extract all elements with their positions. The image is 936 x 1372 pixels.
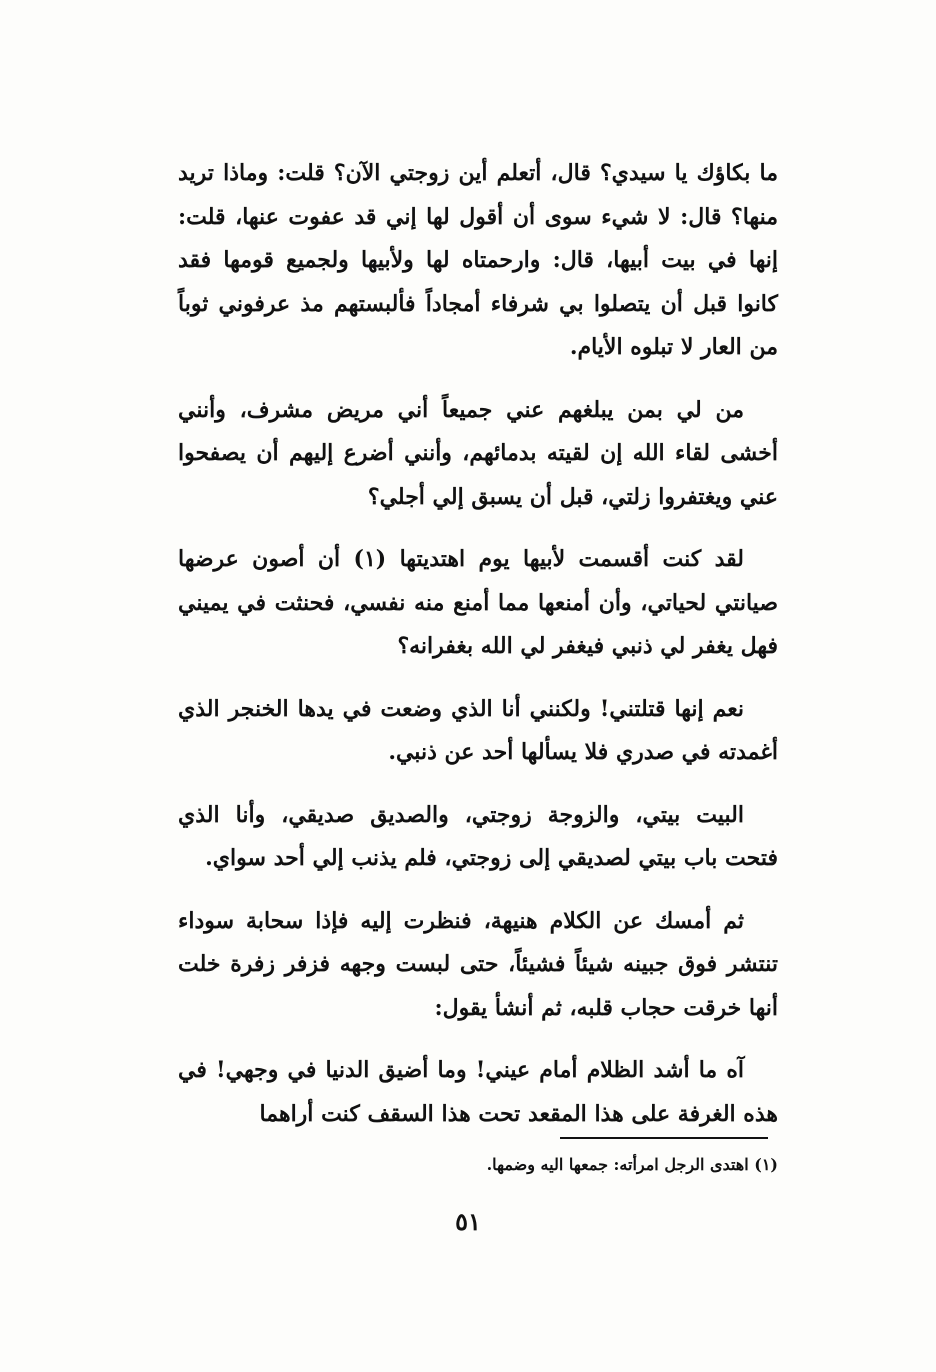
- paragraph: ثم أمسك عن الكلام هنيهة، فنظرت إليه فإذا سحابة سوداء تنتشر فوق جبينه شيئاً فشيئاً، حتى لبست وجهه فزفر زفرة خلت أنها خرقت حجاب قلبه، ثم أنشأ يقول:: [178, 907, 779, 1021]
- footnote-separator: [560, 1137, 768, 1139]
- paragraph: لقد كنت أقسمت لأبيها يوم اهتديتها (١) أن أصون عرضها صيانتي لحياتي، وأن أمنعها مما أمنع منه نفسي، فحنثت في يميني فهل يغفر لي ذنبي فيغفر لي الله بغفرانه؟: [178, 546, 778, 659]
- paragraph: من لي بمن يبلغهم عني جميعاً أني مريض مشرف، وأنني أخشى لقاء الله إن لقيته بدمائهم، وأنني أضرع إليهم أن يصفحوا عني ويغتفروا زلتي، قبل أن يسبق إلي أجلي؟: [178, 396, 778, 510]
- page-number: ٥١: [455, 1207, 481, 1236]
- paragraph: آه ما أشد الظلام أمام عيني! وما أضيق الدنيا في وجهي! في هذه الغرفة على هذا المقعد تحت هذا السقف كنت أراهما: [178, 1057, 778, 1127]
- paragraph: ما بكاؤك يا سيدي؟ قال، أتعلم أين زوجتي الآن؟ قلت: وماذا تريد منها؟ قال: لا شيء سوى أن أقول لها إني قد عفوت عنها، قلت: إنها في بيت أبيها، قال: وارحمتاه لها ولأبيها ولجميع قومها فقد كانوا قبل أن يتصلوا بي شرفاء أمجاداً فألبستهم مذ عرفوني ثوباً من العار لا تبلوه الأيام.: [178, 160, 778, 360]
- paragraph: البيت بيتي، والزوجة زوجتي، والصديق صديقي، وأنا الذي فتحت باب بيتي لصديقي إلى زوجتي، فلم يذنب إلي أحد سواي.: [178, 801, 778, 871]
- footnote: (١) اهتدى الرجل امرأته: جمعها اليه وضمها.: [486, 1155, 778, 1174]
- paragraph: نعم إنها قتلتني! ولكنني أنا الذي وضعت في يدها الخنجر الذي أغمدته في صدري فلا يسألها أحد عن ذنبي.: [178, 695, 778, 765]
- body-text: [178, 152, 778, 1155]
